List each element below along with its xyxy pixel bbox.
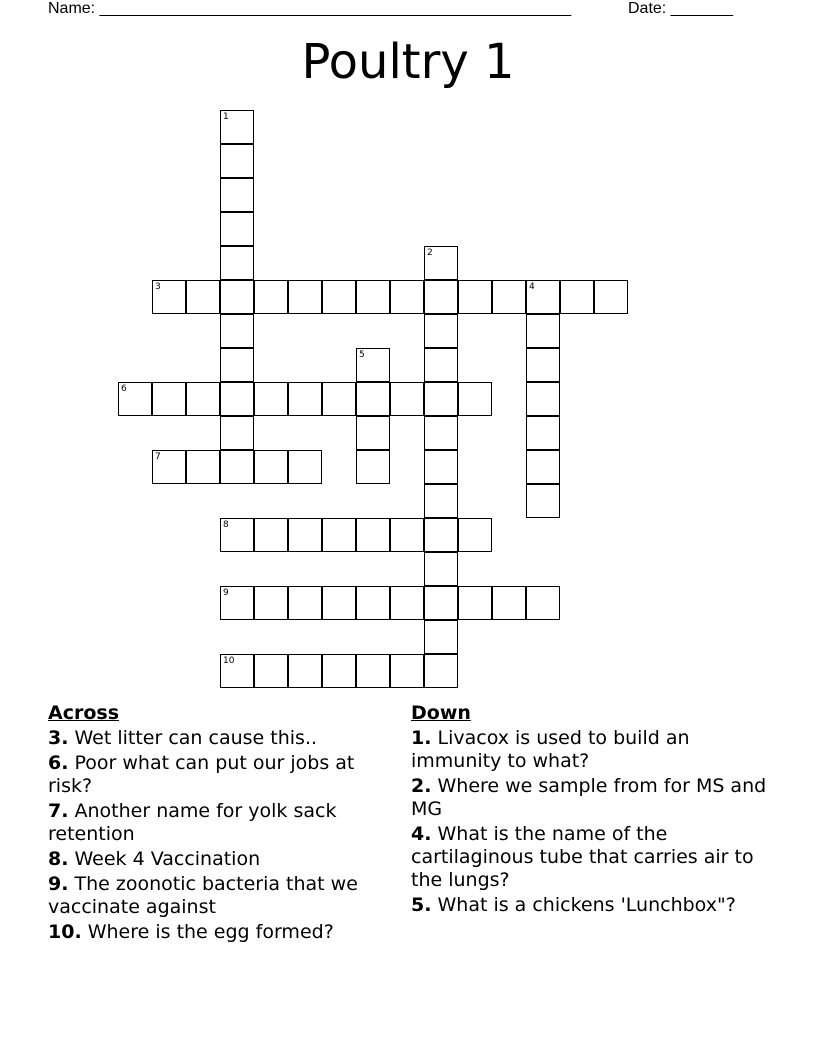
- clue-text: Week 4 Vaccination: [68, 848, 261, 870]
- grid-cell[interactable]: [458, 586, 492, 620]
- grid-cell[interactable]: [288, 586, 322, 620]
- grid-cell[interactable]: [220, 416, 254, 450]
- grid-cell[interactable]: [254, 382, 288, 416]
- grid-cell[interactable]: [152, 382, 186, 416]
- grid-cell[interactable]: [220, 654, 254, 688]
- grid-cell[interactable]: [424, 484, 458, 518]
- down-clues: [411, 702, 771, 919]
- grid-cell[interactable]: [424, 280, 458, 314]
- clue-number-label: 6: [121, 384, 127, 394]
- clue-number: 8.: [48, 848, 69, 870]
- page-title: Poultry 1: [301, 34, 515, 90]
- clue-number: 7.: [48, 800, 69, 822]
- grid-cell[interactable]: [526, 314, 560, 348]
- grid-cell[interactable]: [186, 280, 220, 314]
- grid-cell[interactable]: [390, 382, 424, 416]
- grid-cell[interactable]: [594, 280, 628, 314]
- across-clue-list: [48, 727, 378, 944]
- clue-number-label: 9: [223, 588, 229, 598]
- down-clue-list: [411, 727, 771, 917]
- clue-number: 9.: [48, 873, 69, 895]
- clue-number-label: 2: [427, 248, 433, 258]
- grid-cell[interactable]: [424, 416, 458, 450]
- grid-cell[interactable]: [322, 654, 356, 688]
- grid-cell[interactable]: [322, 382, 356, 416]
- grid-cell[interactable]: [356, 280, 390, 314]
- grid-cell[interactable]: [118, 382, 152, 416]
- grid-cell[interactable]: [254, 654, 288, 688]
- across-clue: [48, 873, 378, 919]
- grid-cell[interactable]: [152, 450, 186, 484]
- grid-cell[interactable]: [526, 348, 560, 382]
- across-heading: Across: [48, 702, 120, 724]
- grid-cell[interactable]: [526, 450, 560, 484]
- grid-cell[interactable]: [254, 280, 288, 314]
- across-clue: [48, 800, 378, 846]
- clue-number-label: 7: [155, 452, 161, 462]
- grid-cell[interactable]: [356, 518, 390, 552]
- grid-cell[interactable]: [424, 246, 458, 280]
- grid-cell[interactable]: [390, 586, 424, 620]
- grid-cell[interactable]: [356, 416, 390, 450]
- grid-cell[interactable]: [492, 586, 526, 620]
- grid-cell[interactable]: [254, 518, 288, 552]
- grid-cell[interactable]: [220, 280, 254, 314]
- grid-cell[interactable]: [458, 382, 492, 416]
- clue-text: Wet litter can cause this..: [68, 727, 318, 749]
- grid-cell[interactable]: [220, 178, 254, 212]
- clue-number: 3.: [48, 727, 69, 749]
- down-clue: [411, 823, 771, 892]
- grid-cell[interactable]: [424, 518, 458, 552]
- grid-cell[interactable]: [424, 586, 458, 620]
- grid-cell[interactable]: [458, 518, 492, 552]
- grid-cell[interactable]: [526, 416, 560, 450]
- grid-cell[interactable]: [220, 586, 254, 620]
- grid-cell[interactable]: [424, 654, 458, 688]
- grid-cell[interactable]: [356, 348, 390, 382]
- grid-cell[interactable]: [424, 552, 458, 586]
- clue-text: Livacox is used to build an immunity to what?: [411, 727, 690, 772]
- grid-cell[interactable]: [560, 280, 594, 314]
- grid-cell[interactable]: [288, 518, 322, 552]
- grid-cell[interactable]: [390, 280, 424, 314]
- clue-number: 2.: [411, 775, 432, 797]
- grid-cell[interactable]: [356, 450, 390, 484]
- clue-number-label: 5: [359, 350, 365, 360]
- grid-cell[interactable]: [458, 280, 492, 314]
- grid-cell[interactable]: [220, 518, 254, 552]
- grid-cell[interactable]: [322, 280, 356, 314]
- clue-text: What is a chickens 'Lunchbox"?: [431, 894, 736, 916]
- grid-cell[interactable]: [288, 382, 322, 416]
- grid-cell[interactable]: [288, 280, 322, 314]
- grid-cell[interactable]: [288, 450, 322, 484]
- clue-text: Where we sample from for MS and MG: [411, 775, 767, 820]
- grid-cell[interactable]: [220, 314, 254, 348]
- down-clue: [411, 727, 771, 773]
- across-clue: [48, 727, 378, 750]
- grid-cell[interactable]: [390, 654, 424, 688]
- grid-cell[interactable]: [254, 586, 288, 620]
- clue-text: Another name for yolk sack retention: [48, 800, 337, 845]
- grid-cell[interactable]: [220, 110, 254, 144]
- across-clues: [48, 702, 378, 946]
- grid-cell[interactable]: [356, 586, 390, 620]
- clue-text: Where is the egg formed?: [81, 921, 334, 943]
- grid-cell[interactable]: [356, 382, 390, 416]
- name-field-label[interactable]: Name: _____________________________________________________: [48, 0, 572, 17]
- grid-cell[interactable]: [254, 450, 288, 484]
- clue-number-label: 10: [223, 656, 235, 666]
- clue-number: 6.: [48, 752, 69, 774]
- clue-number-label: 4: [529, 282, 535, 292]
- down-clue: [411, 775, 771, 821]
- clue-number: 5.: [411, 894, 432, 916]
- grid-cell[interactable]: [288, 654, 322, 688]
- clue-number: 4.: [411, 823, 432, 845]
- clue-number-label: 3: [155, 282, 161, 292]
- clue-number-label: 8: [223, 520, 229, 530]
- grid-cell[interactable]: [526, 382, 560, 416]
- down-clue: [411, 894, 771, 917]
- clue-number: 10.: [48, 921, 82, 943]
- grid-cell[interactable]: [424, 348, 458, 382]
- grid-cell[interactable]: [526, 484, 560, 518]
- date-field-label[interactable]: Date: _______: [628, 0, 733, 17]
- grid-cell[interactable]: [220, 450, 254, 484]
- grid-cell[interactable]: [424, 450, 458, 484]
- grid-cell[interactable]: [424, 382, 458, 416]
- grid-cell[interactable]: [220, 144, 254, 178]
- grid-cell[interactable]: [186, 382, 220, 416]
- grid-cell[interactable]: [390, 518, 424, 552]
- clue-number-label: 1: [223, 112, 229, 122]
- grid-cell[interactable]: [186, 450, 220, 484]
- grid-cell[interactable]: [322, 586, 356, 620]
- across-clue: [48, 752, 378, 798]
- grid-cell[interactable]: [526, 586, 560, 620]
- grid-cell[interactable]: [220, 246, 254, 280]
- across-clue: [48, 921, 378, 944]
- grid-cell[interactable]: [220, 212, 254, 246]
- clue-number: 1.: [411, 727, 432, 749]
- grid-cell[interactable]: [322, 518, 356, 552]
- grid-cell[interactable]: [424, 620, 458, 654]
- grid-cell[interactable]: [152, 280, 186, 314]
- across-clue: [48, 848, 378, 871]
- clue-text: The zoonotic bacteria that we vaccinate against: [48, 873, 358, 918]
- grid-cell[interactable]: [526, 280, 560, 314]
- clue-text: What is the name of the cartilaginous tube that carries air to the lungs?: [411, 823, 754, 891]
- clue-text: Poor what can put our jobs at risk?: [48, 752, 355, 797]
- grid-cell[interactable]: [424, 314, 458, 348]
- grid-cell[interactable]: [492, 280, 526, 314]
- grid-cell[interactable]: [220, 348, 254, 382]
- down-heading: Down: [411, 702, 471, 724]
- grid-cell[interactable]: [356, 654, 390, 688]
- grid-cell[interactable]: [220, 382, 254, 416]
